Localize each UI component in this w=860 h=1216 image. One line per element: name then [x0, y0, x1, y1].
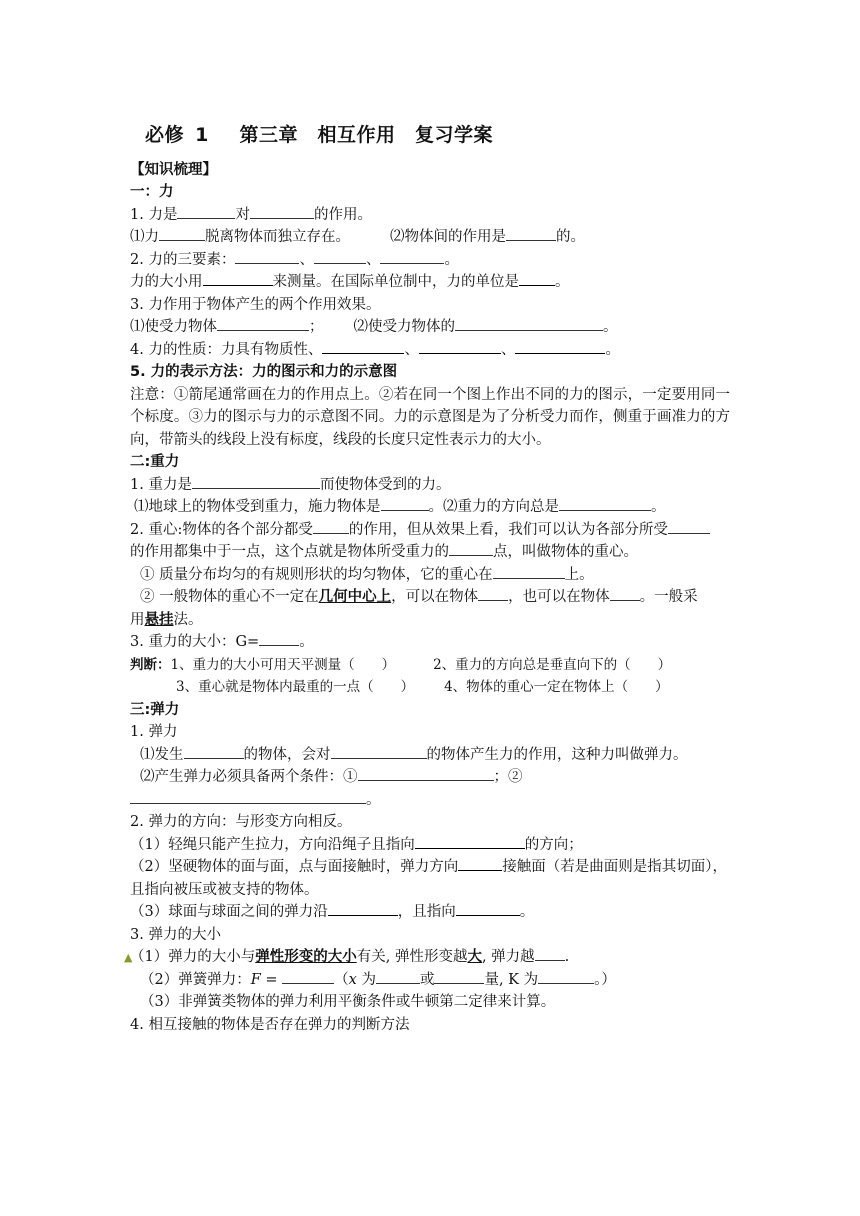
blank[interactable] [130, 789, 366, 804]
blank[interactable] [538, 969, 594, 984]
blank[interactable] [458, 856, 502, 871]
blank[interactable] [331, 744, 427, 759]
gravity-line-7: 用悬挂法。 [130, 610, 203, 628]
force-line-7: 4. 力的性质：力具有物质性、 、 、 。 [130, 339, 730, 362]
blank[interactable] [328, 901, 398, 916]
blank[interactable] [282, 969, 334, 984]
gravity-line-5: ① 质量分布均匀的有规则形状的均匀物体，它的重心在 上。 [130, 564, 730, 587]
blank[interactable] [192, 474, 320, 489]
elastic-line-11: ▲（1）弹力的大小与弹性形变的大小有关, 弹性形变越大, 弹力越 . [124, 948, 570, 965]
blank[interactable] [358, 766, 494, 781]
force-note: 注意：①箭尾通常画在力的作用点上。②若在同一个图上作出不同的力的图示，一定要用同一个标度。③力的图示与力的示意图不同。力的示意图是为了分析受力而作，侧重于画准力的方向，带箭头的线段上没有标度，线段的长度只定性表示力的大小。 [130, 386, 730, 448]
force-heading: 一：力 [130, 184, 174, 200]
blank[interactable] [515, 339, 605, 354]
elastic-line-4: 。 [130, 789, 730, 812]
elastic-line-14: 4. 相互接触的物体是否存在弹力的判断方法 [130, 1016, 410, 1033]
blank[interactable] [493, 564, 565, 579]
blank[interactable] [434, 969, 484, 984]
blank[interactable] [217, 316, 309, 331]
blank[interactable] [322, 339, 404, 354]
force-line-1: 1. 力是 对 的作用。 [130, 204, 730, 227]
elastic-line-10: 3. 弹力的大小 [130, 926, 221, 943]
blank[interactable] [559, 496, 651, 511]
elastic-line-8: 且指向被压或被支持的物体。 [130, 881, 319, 898]
blank[interactable] [455, 316, 603, 331]
gravity-heading: 二:重力 [130, 454, 180, 470]
elastic-line-7: （2）坚硬物体的面与面，点与面接触时，弹力方向 接触面（若是曲面则是指其切面）， [130, 856, 730, 879]
elastic-line-12: （2）弹簧弹力：F = （x 为 或 量, K 为 。） [130, 969, 730, 992]
blank[interactable] [250, 204, 314, 219]
blank[interactable] [159, 226, 205, 241]
elastic-line-3: ⑵产生弹力必须具备两个条件：① ；② [130, 766, 730, 789]
force-line-2: ⑴力 脱离物体而独立存在。 ⑵物体间的作用是 的。 [130, 226, 730, 249]
force-line-4: 力的大小用 来测量。在国际单位制中，力的单位是 。 [130, 271, 730, 294]
blank[interactable] [184, 744, 244, 759]
blank[interactable] [381, 496, 429, 511]
force-line-5: 3. 力作用于物体产生的两个作用效果。 [130, 296, 381, 313]
elastic-line-1: 1. 弹力 [130, 724, 178, 740]
force-line-6: ⑴使受力物体 ； ⑵使受力物体的 。 [130, 316, 730, 339]
blank[interactable] [313, 519, 349, 534]
blank[interactable] [380, 249, 444, 264]
blank[interactable] [415, 834, 525, 849]
gravity-line-1: 1. 重力是 而使物体受到的力。 [130, 474, 730, 497]
blank[interactable] [610, 586, 640, 601]
force-line-8: 5. 力的表示方法：力的图示和力的示意图 [130, 364, 398, 380]
blank[interactable] [478, 586, 508, 601]
elastic-line-13: （3）非弹簧类物体的弹力利用平衡条件或牛顿第二定律来计算。 [140, 994, 556, 1010]
blank[interactable] [235, 249, 299, 264]
blank[interactable] [177, 204, 235, 219]
blank[interactable] [203, 271, 273, 286]
elastic-line-9: （3）球面与球面之间的弹力沿 ，且指向 。 [130, 901, 730, 924]
blank[interactable] [376, 969, 420, 984]
gravity-line-8: 3. 重力的大小：G= 。 [130, 631, 730, 654]
blank[interactable] [419, 339, 501, 354]
document-page [124, 124, 730, 1036]
margin-mark-icon: ▲ [124, 951, 133, 964]
blank[interactable] [519, 271, 555, 286]
blank[interactable] [449, 541, 493, 556]
blank[interactable] [456, 901, 520, 916]
elastic-line-6: （1）轻绳只能产生拉力，方向沿绳子且指向 的方向； [130, 834, 730, 857]
judge-line-1: 判断：1、重力的大小可用天平测量（ ） 2、重力的方向总是垂直向下的（ ） [130, 656, 672, 673]
elastic-line-5: 2. 弹力的方向：与形变方向相反。 [130, 814, 352, 830]
gravity-line-6: ② 一般物体的重心不一定在几何中心上，可以在物体 ，也可以在物体 。一般采 [140, 588, 698, 605]
blank[interactable] [506, 226, 556, 241]
blank[interactable] [314, 249, 366, 264]
judge-line-2: 3、重心就是物体内最重的一点（ ） 4、物体的重心一定在物体上（ ） [176, 679, 669, 695]
page-title: 必修 1 第三章 相互作用 复习学案 [145, 124, 493, 146]
blank[interactable] [668, 519, 710, 534]
force-line-3: 2. 力的三要素： 、 、 。 [130, 249, 730, 272]
section-heading: 【知识梳理】 [130, 161, 217, 178]
blank[interactable] [259, 631, 299, 646]
gravity-line-3: 2. 重心:物体的各个部分都受 的作用，但从效果上看，我们可以认为各部分所受 [130, 519, 730, 542]
blank[interactable] [535, 946, 565, 961]
elastic-heading: 三:弹力 [130, 701, 180, 718]
elastic-line-2: ⑴发生 的物体，会对 的物体产生力的作用，这种力叫做弹力。 [130, 744, 730, 767]
gravity-line-2: ⑴地球上的物体受到重力，施力物体是 。⑵重力的方向总是 。 [130, 496, 730, 519]
gravity-line-4: 的作用都集中于一点，这个点就是物体所受重力的 点，叫做物体的重心。 [130, 541, 730, 564]
